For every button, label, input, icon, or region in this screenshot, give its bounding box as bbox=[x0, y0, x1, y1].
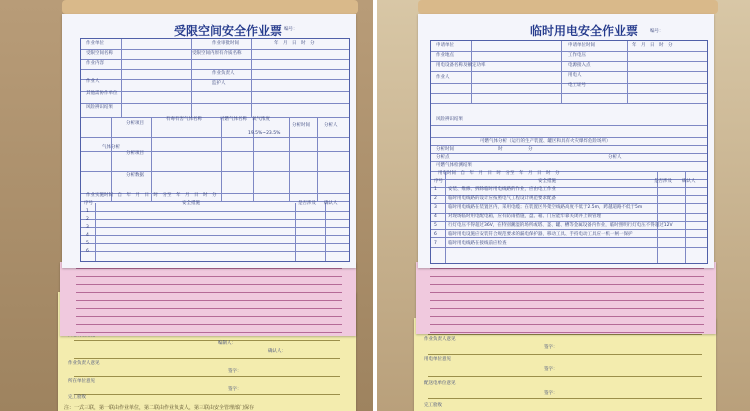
left-y-approver: 编制人： bbox=[218, 341, 236, 346]
right-row-user: 用电人 bbox=[568, 73, 582, 78]
left-row-other-unit: 其他需协作单位 bbox=[86, 91, 118, 96]
right-measure-number: 2 bbox=[434, 196, 437, 201]
right-pink-hline bbox=[430, 332, 704, 333]
right-seq-h2: 是否涉及 bbox=[654, 179, 672, 184]
left-measure-number: 5 bbox=[86, 241, 89, 246]
left-table-hline bbox=[81, 151, 349, 152]
left-gas-vline bbox=[111, 117, 112, 201]
left-row-approve-time: 作业审批时间 bbox=[212, 41, 239, 46]
left-table-hline bbox=[81, 137, 349, 138]
right-analysis-hour: 时 bbox=[498, 147, 503, 152]
left-work-time: 作业实施时间 自 年 月 日 时 分至 年 月 日 时 分 bbox=[86, 193, 217, 198]
left-seq-hline bbox=[81, 251, 349, 252]
right-seq-h0: 序号 bbox=[434, 179, 443, 184]
left-gas-vline bbox=[221, 117, 222, 201]
right-work-time: 用电时间 自 年 月 日 时 分至 年 月 日 时 分 bbox=[438, 171, 560, 176]
left-row-leader: 作业负责人 bbox=[212, 71, 235, 76]
left-table-hline bbox=[81, 211, 349, 212]
left-seq-vline bbox=[95, 203, 96, 261]
left-y-sign2: 签字： bbox=[228, 387, 242, 392]
left-gas-r1: 分析数据 bbox=[126, 173, 144, 178]
left-row-medium: 受限空间内原有介质名称 bbox=[192, 51, 242, 56]
right-y-supervisor: 作业负责人意见 bbox=[424, 337, 456, 342]
left-pink-hline bbox=[76, 268, 342, 269]
right-white-sheet bbox=[418, 14, 714, 268]
left-footer-note: 注：一式三联，第一联由作业单位，第二联由作业负责人，第三联由安全管理部门保存 bbox=[64, 405, 255, 411]
right-measure-text: 对现场临时用电配电箱，应有防雨措施，盘、箱、门应能牢靠关闭并上锁管理 bbox=[448, 214, 601, 219]
right-pink-hline bbox=[430, 292, 704, 293]
left-row-worker: 作业人 bbox=[86, 79, 100, 84]
left-measure-number: 1 bbox=[86, 209, 89, 214]
right-yellow-hline bbox=[428, 354, 702, 355]
left-table-hline bbox=[81, 171, 349, 172]
left-gas-label: 气体分析 bbox=[102, 145, 120, 150]
right-measure-number: 1 bbox=[434, 187, 437, 192]
left-measure-number: 2 bbox=[86, 217, 89, 222]
left-number-label: 编号： bbox=[284, 27, 298, 32]
right-pink-hline bbox=[430, 268, 704, 269]
left-seq-hline bbox=[81, 219, 349, 220]
left-y-unit: 所在单位意见 bbox=[68, 379, 95, 384]
right-measure-number: 6 bbox=[434, 232, 437, 237]
right-table-hline bbox=[431, 61, 707, 62]
right-row-apply-unit: 申请单位 bbox=[436, 43, 454, 48]
left-gas-h1: 有毒有害气体名称 bbox=[166, 117, 202, 122]
left-seq-hline bbox=[81, 243, 349, 244]
right-table-hline bbox=[431, 71, 707, 72]
left-y-completion: 完工验收 bbox=[68, 395, 86, 400]
left-white-sheet bbox=[62, 14, 356, 268]
right-seq-hline bbox=[431, 247, 707, 248]
left-gas-vline bbox=[151, 117, 152, 201]
left-pink-hline bbox=[76, 300, 342, 301]
right-seq-hline bbox=[431, 229, 707, 230]
right-analysis-min: 分 bbox=[528, 147, 533, 152]
left-gas-vline bbox=[289, 117, 290, 201]
left-gas-standard: 19.5%~23.5% bbox=[248, 131, 281, 136]
right-yellow-hline bbox=[428, 376, 702, 377]
right-date-line: 年 月 日 时 分 bbox=[632, 43, 673, 48]
left-pink-hline bbox=[76, 324, 342, 325]
left-form-title: 受限空间安全作业票 bbox=[174, 24, 283, 38]
left-seq-vline bbox=[295, 203, 296, 261]
right-row-equipment: 用电设备名称及额定功率 bbox=[436, 63, 486, 68]
right-y-sign1: 签字： bbox=[544, 345, 558, 350]
left-table-hline bbox=[81, 117, 349, 118]
right-number-label: 编号： bbox=[650, 29, 664, 34]
right-row-location: 作业地点 bbox=[436, 53, 454, 58]
left-date-line: 年 月 日 时 分 bbox=[274, 41, 315, 46]
left-y-sign1: 签字： bbox=[228, 369, 242, 374]
left-gas-h4: 分析时间 bbox=[292, 123, 310, 128]
right-y-power: 配送电单位意见 bbox=[424, 381, 456, 386]
left-gas-h2: 可燃气体名称 bbox=[220, 117, 247, 122]
right-seq-h3: 确认人 bbox=[682, 179, 696, 184]
left-row-space-name: 受限空间名称 bbox=[86, 51, 113, 56]
right-table-hline bbox=[431, 51, 707, 52]
left-yellow-hline bbox=[74, 394, 340, 395]
right-pink-hline bbox=[430, 284, 704, 285]
right-seq-hline bbox=[431, 203, 707, 204]
right-measure-number: 7 bbox=[434, 241, 437, 246]
left-y-approve2: 确认人： bbox=[268, 349, 286, 354]
left-gas-vline bbox=[317, 117, 318, 201]
left-gas-vline bbox=[253, 117, 254, 201]
left-seq-hline bbox=[81, 227, 349, 228]
right-pink-hline bbox=[430, 316, 704, 317]
right-row-worker: 作业人 bbox=[436, 75, 450, 80]
right-pink-hline bbox=[430, 324, 704, 325]
right-y-sign3: 签字： bbox=[544, 391, 558, 396]
right-table-hline bbox=[431, 145, 707, 146]
right-measure-text: 临时用电线路在装置区内，采用电缆；在装置区外架空线路高度不低于2.5m，跨越道路不低于5m bbox=[448, 205, 643, 210]
left-measure-number: 3 bbox=[86, 225, 89, 230]
left-row-guard: 监护人 bbox=[212, 81, 226, 86]
left-gas-r0: 分析项目 bbox=[126, 151, 144, 156]
right-seq-vline bbox=[685, 171, 686, 263]
right-seq-h1: 安全措施 bbox=[538, 179, 556, 184]
right-table-hline bbox=[431, 153, 707, 154]
right-analysis-r1: 分析点 bbox=[436, 155, 450, 160]
right-analysis-person: 分析人 bbox=[608, 155, 622, 160]
right-analysis-r0: 分析时间 bbox=[436, 147, 454, 152]
left-measure-number: 6 bbox=[86, 249, 89, 254]
left-pink-sheet bbox=[60, 262, 356, 336]
left-yellow-hline bbox=[74, 340, 340, 341]
right-measure-number: 3 bbox=[434, 205, 437, 210]
left-gas-h3: 氧气浓度 bbox=[252, 117, 270, 122]
left-table-vline bbox=[251, 39, 252, 117]
right-pad-top bbox=[418, 0, 718, 14]
right-measure-text: 行灯电压不得超过36V，在特别潮湿的场所或塔、釜、罐、槽等金属设备内作业，临时照明行灯电压不得超过12V bbox=[448, 223, 673, 228]
right-pink-hline bbox=[430, 276, 704, 277]
right-measure-text: 临时用电线路的设计应按照电气工程设计规范要求配备 bbox=[448, 196, 556, 201]
left-pink-hline bbox=[76, 284, 342, 285]
right-y-completion: 完工验收 bbox=[424, 403, 442, 408]
right-measure-number: 4 bbox=[434, 214, 437, 219]
right-table-hline bbox=[431, 125, 707, 126]
right-table-hline bbox=[431, 93, 707, 94]
left-seq-h0: 序号 bbox=[84, 201, 93, 206]
right-measure-text: 临时用电线路在接线前应检查 bbox=[448, 241, 507, 246]
left-seq-h2: 是否涉及 bbox=[298, 201, 316, 206]
right-row-apply-time: 申请单位时间 bbox=[568, 43, 595, 48]
right-pink-hline bbox=[430, 308, 704, 309]
right-seq-vline bbox=[445, 171, 446, 263]
left-pink-hline bbox=[76, 276, 342, 277]
right-yellow-hline bbox=[428, 398, 702, 399]
right-row-voltage: 工作电压 bbox=[568, 53, 586, 58]
right-table-hline bbox=[431, 137, 707, 138]
left-pink-hline bbox=[76, 316, 342, 317]
right-row-risk: 风险辨识结果 bbox=[436, 117, 463, 122]
right-seq-vline bbox=[657, 171, 658, 263]
left-yellow-hline bbox=[74, 376, 340, 377]
left-yellow-hline bbox=[74, 358, 340, 359]
right-pink-sheet bbox=[416, 262, 716, 334]
left-seq-h3: 确认人 bbox=[324, 201, 338, 206]
right-form-title: 临时用电安全作业票 bbox=[530, 24, 639, 38]
left-seq-vline bbox=[325, 203, 326, 261]
left-row-content: 作业内容 bbox=[86, 61, 104, 66]
right-pink-hline bbox=[430, 300, 704, 301]
left-table-vline bbox=[121, 39, 122, 117]
left-pink-hline bbox=[76, 308, 342, 309]
right-table-vline bbox=[561, 41, 562, 103]
left-pink-hline bbox=[76, 292, 342, 293]
right-table-hline bbox=[431, 161, 707, 162]
right-y-sign2: 签字： bbox=[544, 367, 558, 372]
left-gas-h0: 分析项目 bbox=[126, 121, 144, 126]
right-table-vline bbox=[471, 41, 472, 103]
left-pad-top bbox=[62, 0, 358, 14]
left-measure-number: 4 bbox=[86, 233, 89, 238]
right-seq-hline bbox=[431, 221, 707, 222]
left-row-unit: 作业单位 bbox=[86, 41, 104, 46]
right-row-license: 电工证号 bbox=[568, 83, 586, 88]
right-y-unit: 用电单位意见 bbox=[424, 357, 451, 362]
left-seq-h1: 安全措施 bbox=[182, 201, 200, 206]
right-gas-label: 可燃气体分析（运行的生产装置、罐区和具有火灾爆炸危险场所） bbox=[480, 139, 611, 144]
right-table-vline bbox=[627, 41, 628, 103]
left-seq-hline bbox=[81, 235, 349, 236]
right-measure-text: 安装、维修、拆除临时用电线路的作业，应由电工作业 bbox=[448, 187, 556, 192]
right-measure-number: 5 bbox=[434, 223, 437, 228]
right-table-hline bbox=[431, 103, 707, 104]
right-analysis-r2: 可燃气体检测结果 bbox=[436, 163, 472, 168]
left-pink-hline bbox=[76, 332, 342, 333]
left-gas-h5: 分析人 bbox=[324, 123, 338, 128]
right-measure-text: 临时用电设施应安装符合规范要求的漏电保护器，移动工具、手持电动工具应一机一闸一保护 bbox=[448, 232, 633, 237]
right-row-access: 电源接入点 bbox=[568, 63, 591, 68]
left-row-risk: 风险辨识结果 bbox=[86, 105, 113, 110]
right-yellow-hline bbox=[428, 334, 702, 335]
left-y-dept: 作业负责人意见 bbox=[68, 361, 100, 366]
image-divider bbox=[373, 0, 377, 411]
